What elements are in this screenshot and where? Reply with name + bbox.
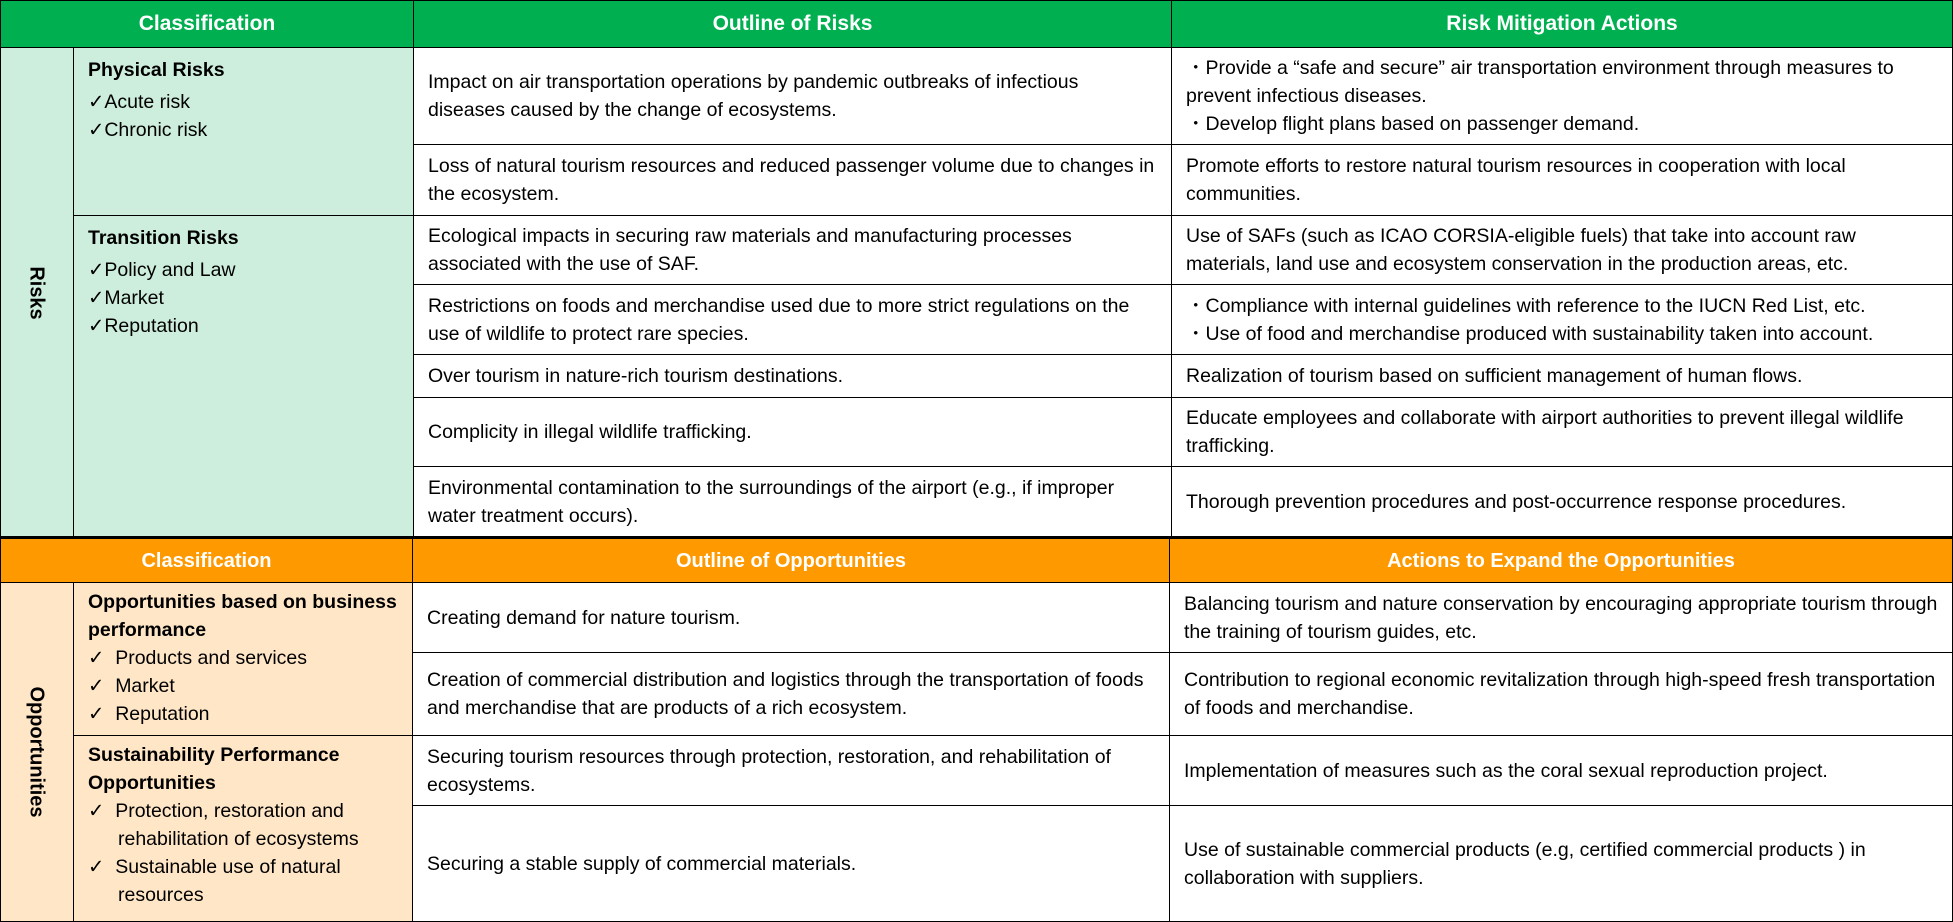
opportunity-outline-cell: Creating demand for nature tourism. [412,582,1170,653]
opportunity-outline-cell: Creation of commercial distribution and logistics through the transportation of foods and merchandise that are products of a rich ecosystem. [412,652,1170,736]
opportunity-outline-cell: Securing a stable supply of commercial materials. [412,805,1170,922]
risk-outline-cell: Ecological impacts in securing raw materials and manufacturing processes associated with the use of SAF. [413,215,1172,285]
risk-outline-cell: Environmental contamination to the surroundings of the airport (e.g., if improper water treatment occurs). [413,466,1172,538]
risk-action-cell: ・Provide a “safe and secure” air transportation environment through measures to prevent infectious diseases. ・Develop flight plans based on passenger demand. [1171,47,1953,145]
risk-action-cell: ・Compliance with internal guidelines with reference to the IUCN Red List, etc. ・Use of food and merchandise produced with sustainability taken into account. [1171,284,1953,355]
risk-action-cell: Educate employees and collaborate with airport authorities to prevent illegal wildlife trafficking. [1171,397,1953,467]
opportunity-action-cell: Contribution to regional economic revitalization through high-speed fresh transportation of foods and merchandise. [1169,652,1953,736]
risk-action-cell: Realization of tourism based on sufficient management of human flows. [1171,354,1953,398]
opportunity-action-cell: Implementation of measures such as the coral sexual reproduction project. [1169,735,1953,806]
opportunities-header-actions: Actions to Expand the Opportunities [1169,536,1953,583]
risk-action-cell: Promote efforts to restore natural tourism resources in cooperation with local communities. [1171,144,1953,216]
risks-header-actions: Risk Mitigation Actions [1171,0,1953,48]
risk-action-cell: Use of SAFs (such as ICAO CORSIA-eligible fuels) that take into account raw materials, land use and ecosystem conservation in the production areas, etc. [1171,215,1953,285]
opportunities-header-outline: Outline of Opportunities [412,536,1170,583]
opportunity-action-cell: Balancing tourism and nature conservation by encouraging appropriate tourism through the training of tourism guides, etc. [1169,582,1953,653]
risk-outline-cell: Loss of natural tourism resources and reduced passenger volume due to changes in the ecosystem. [413,144,1172,216]
transition-risk-item: ✓Market [88,287,164,309]
risk-outline-cell: Over tourism in nature-rich tourism destinations. [413,354,1172,398]
risks-header-classification: Classification [0,0,414,48]
risk-outline-cell: Impact on air transportation operations by pandemic outbreaks of infectious diseases caused by the change of ecosystems. [413,47,1172,145]
physical-risk-item: ✓Chronic risk [88,119,208,141]
opportunities-header-classification: Classification [0,536,413,583]
transition-risks-category [73,215,414,538]
sustainability-opportunities-category [73,735,413,922]
business-opportunity-item: ✓ Market [88,675,175,697]
risk-outline-cell: Restrictions on foods and merchandise used due to more strict regulations on the use of wildlife to protect rare species. [413,284,1172,355]
opportunity-outline-cell: Securing tourism resources through protection, restoration, and rehabilitation of ecosystems. [412,735,1170,806]
risk-action-cell: Thorough prevention procedures and post-occurrence response procedures. [1171,466,1953,538]
sustainability-opportunities-title: Sustainability Performance Opportunities [88,744,340,794]
transition-risks-title: Transition Risks [88,227,239,249]
transition-risk-item: ✓Policy and Law [88,259,236,281]
physical-risk-item: ✓Acute risk [88,91,190,113]
sustainability-opportunity-item: ✓ Sustainable use of natural resources [88,856,341,906]
risks-side-label: Risks [0,47,74,538]
sustainability-opportunity-item: ✓ Protection, restoration and rehabilitation of ecosystems [88,800,359,850]
physical-risks-title: Physical Risks [88,59,225,81]
risks-header-outline: Outline of Risks [413,0,1172,48]
transition-risk-item: ✓Reputation [88,315,199,337]
business-opportunities-title: Opportunities based on business performance [88,591,397,641]
opportunity-action-cell: Use of sustainable commercial products (e.g, certified commercial products ) in collaboration with suppliers. [1169,805,1953,922]
risk-outline-cell: Complicity in illegal wildlife trafficking. [413,397,1172,467]
business-opportunities-category [73,582,413,736]
business-opportunity-item: ✓ Reputation [88,703,210,725]
business-opportunity-item: ✓ Products and services [88,647,308,669]
opportunities-side-label: Opportunities [0,582,74,922]
physical-risks-category [73,47,414,216]
